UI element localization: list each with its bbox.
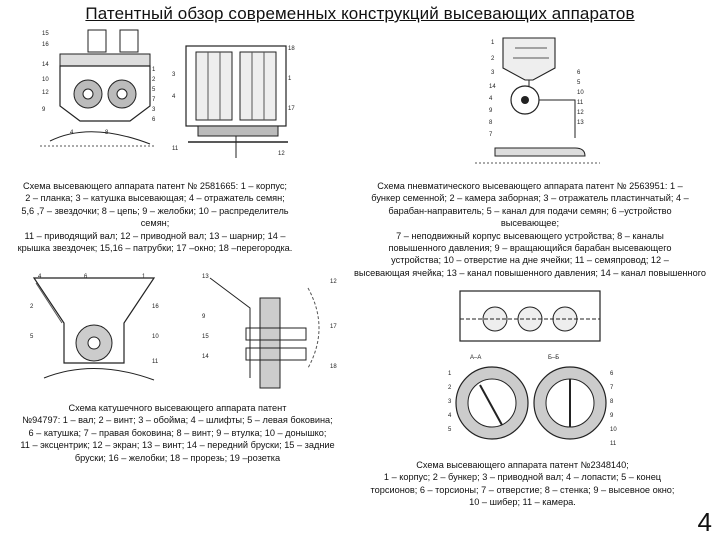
svg-text:17: 17 xyxy=(288,106,295,112)
figure-94797-section xyxy=(24,268,164,388)
svg-text:14: 14 xyxy=(202,354,209,360)
figure-94797-detail xyxy=(190,268,350,393)
svg-text:15: 15 xyxy=(42,31,49,37)
svg-text:5: 5 xyxy=(577,80,581,86)
svg-text:10: 10 xyxy=(152,334,159,340)
svg-text:5: 5 xyxy=(30,334,34,340)
svg-text:7: 7 xyxy=(152,97,156,103)
svg-text:14: 14 xyxy=(489,84,496,90)
svg-text:8: 8 xyxy=(489,120,493,126)
svg-text:2: 2 xyxy=(448,385,452,391)
svg-text:5: 5 xyxy=(448,427,452,433)
svg-text:Б–Б: Б–Б xyxy=(548,355,560,361)
svg-text:11: 11 xyxy=(577,100,584,106)
svg-text:4: 4 xyxy=(489,96,493,102)
svg-text:4: 4 xyxy=(172,94,176,100)
svg-text:9: 9 xyxy=(42,107,46,113)
svg-text:9: 9 xyxy=(202,314,206,320)
svg-text:11: 11 xyxy=(152,359,159,365)
figure-2581665-section xyxy=(30,26,160,166)
svg-text:11: 11 xyxy=(172,146,179,152)
svg-text:3: 3 xyxy=(448,399,452,405)
svg-text:15: 15 xyxy=(202,334,209,340)
svg-text:13: 13 xyxy=(202,274,209,280)
svg-text:8: 8 xyxy=(105,130,109,136)
caption-patent-2563951: Схема пневматического высевающего аппарата патент № 2563951: 1 – бункер семенной; 2 – камера заборная; 3 – отражатель пластинчатый; 4 – барабан-направитель; 5 – канал для подачи семян; 6 –устройство высевающее; 7 – неподвижный корпус высевающего устройства; 8 – каналы повышенного давления; 9 – вращающийся барабан высевающего устройства; 10 – отверстие на дне ячейки; 11 – семяпровод; 12 – высевающая ячейка; 13 – канал повышенного давления; 14 – канал повышенного xyxy=(354,181,706,278)
page-number: 4 xyxy=(697,507,712,537)
svg-text:6: 6 xyxy=(577,70,581,76)
svg-text:13: 13 xyxy=(577,120,584,126)
svg-text:12: 12 xyxy=(42,90,49,96)
svg-text:7: 7 xyxy=(610,385,614,391)
figure-2581665-plan xyxy=(168,40,298,165)
caption-patent-2581665: Схема высевающего аппарата патент № 2581665: 1 – корпус; 2 – планка; 3 – катушка высевающая; 4 – отражатель семян; 5,6 ,7 – звездочки; 8 – цепь; 9 – желобки; 10 – распределитель семян; 11 – приводящий вал; 12 – приводной вал; 13 – шарнир; 14 – крышка звездочек; 15,16 – патрубки; 17 –окно; 18 –перегородка. xyxy=(17,181,293,254)
svg-text:12: 12 xyxy=(278,151,285,157)
figure-2563951 xyxy=(455,28,605,173)
svg-text:10: 10 xyxy=(610,427,617,433)
svg-text:4: 4 xyxy=(448,413,452,419)
svg-text:2: 2 xyxy=(30,304,34,310)
svg-text:12: 12 xyxy=(330,279,337,285)
svg-text:9: 9 xyxy=(489,108,493,114)
svg-text:3: 3 xyxy=(152,107,156,113)
svg-text:10: 10 xyxy=(577,90,584,96)
figure-2348140 xyxy=(420,285,630,450)
svg-text:5: 5 xyxy=(152,87,156,93)
svg-text:18: 18 xyxy=(330,364,337,370)
slide-title: Патентный обзор современных конструкций высевающих аппаратов xyxy=(85,4,635,23)
svg-text:1: 1 xyxy=(491,40,495,46)
svg-text:9: 9 xyxy=(610,413,614,419)
svg-text:16: 16 xyxy=(152,304,159,310)
svg-text:А–А: А–А xyxy=(470,355,482,361)
svg-text:10: 10 xyxy=(42,77,49,83)
svg-text:2: 2 xyxy=(152,77,156,83)
svg-text:18: 18 xyxy=(288,46,295,52)
svg-text:4: 4 xyxy=(38,274,42,280)
svg-text:2: 2 xyxy=(491,56,495,62)
svg-text:6: 6 xyxy=(610,371,614,377)
svg-text:8: 8 xyxy=(610,399,614,405)
svg-text:3: 3 xyxy=(491,70,495,76)
svg-text:6: 6 xyxy=(152,117,156,123)
svg-text:17: 17 xyxy=(330,324,337,330)
svg-text:1: 1 xyxy=(288,76,292,82)
caption-patent-94797: Схема катушечного высевающего аппарата патент №94797: 1 – вал; 2 – винт; 3 – обойма; 4 – шлифты; 5 – левая боковина; 6 – катушка; 7 – правая боковина; 8 – винт; 9 – втулка; 10 – донышко; 11 – эксцентрик; 12 – экран; 13 – винт; 14 – передний бруски; 15 – задние бруски; 16 – желобки; 18 – прорезь; 19 –розетка xyxy=(20,403,335,463)
svg-text:7: 7 xyxy=(489,132,493,138)
svg-text:1: 1 xyxy=(152,67,156,73)
svg-text:1: 1 xyxy=(142,274,146,280)
svg-text:6: 6 xyxy=(84,274,88,280)
svg-text:16: 16 xyxy=(42,42,49,48)
svg-text:3: 3 xyxy=(172,72,176,78)
svg-text:11: 11 xyxy=(610,441,617,447)
svg-text:14: 14 xyxy=(42,62,49,68)
svg-text:4: 4 xyxy=(70,130,74,136)
svg-text:1: 1 xyxy=(448,371,452,377)
svg-text:12: 12 xyxy=(577,110,584,116)
caption-patent-2348140: Схема высевающего аппарата патент №2348140; 1 – корпус; 2 – бункер; 3 – приводной вал; 4 – лопасти; 5 – конец торсионов; 6 – торсионы; 7 – отверстие; 8 – стенка; 9 – высевное окно; 10 – шибер; 11 – камера. xyxy=(370,460,675,508)
